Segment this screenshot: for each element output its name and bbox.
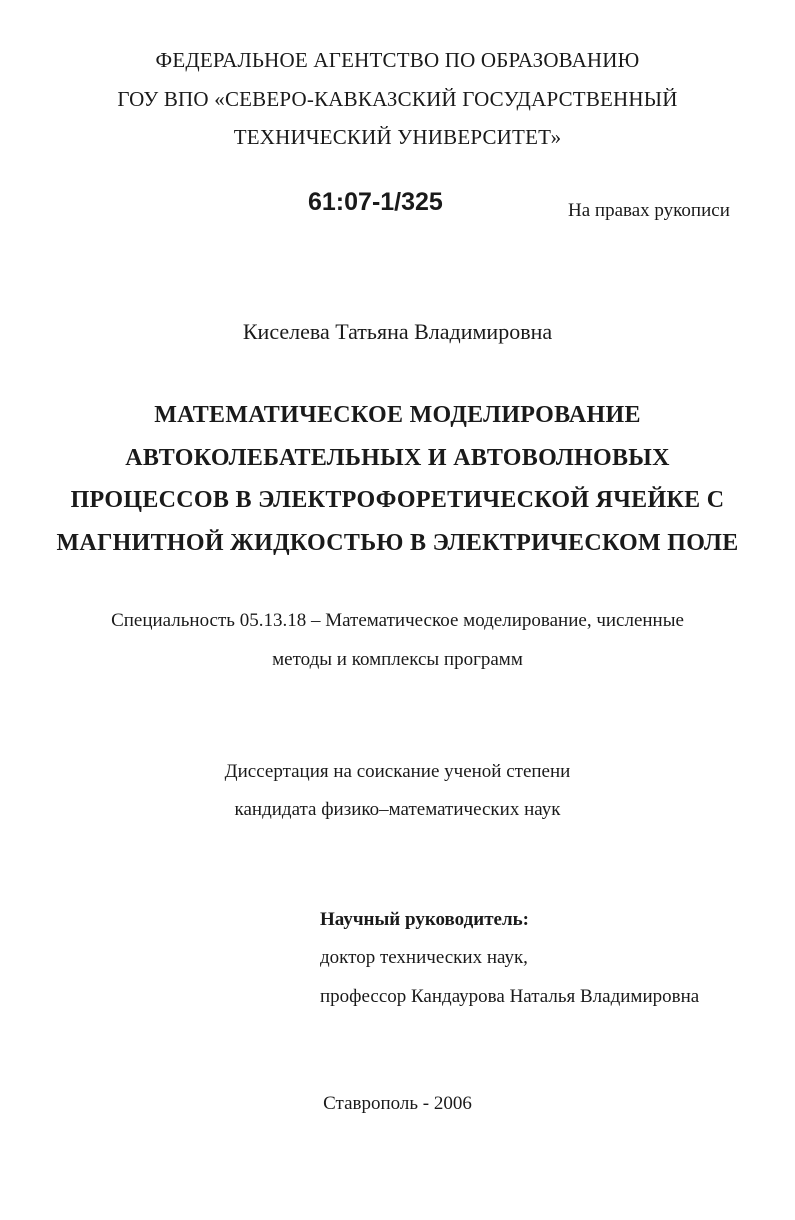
supervisor-heading: Научный руководитель: [320,909,529,930]
specialty-line-1: Специальность 05.13.18 – Математическое моделирование, численные [111,610,684,631]
dissertation-line-1: Диссертация на соискание ученой степени [224,761,571,782]
organization-line-3: ТЕХНИЧЕСКИЙ УНИВЕРСИТЕТ» [233,125,562,149]
organization-line-1: ФЕДЕРАЛЬНОЕ АГЕНТСТВО ПО ОБРАЗОВАНИЮ [155,48,640,72]
title-line-4: МАГНИТНОЙ ЖИДКОСТЬЮ В ЭЛЕКТРИЧЕСКОМ ПОЛЕ [56,530,739,556]
title-line-2: АВТОКОЛЕБАТЕЛЬНЫХ И АВТОВОЛНОВЫХ [125,445,670,471]
supervisor-name: профессор Кандаурова Наталья Владимировна [320,986,700,1007]
rights-note: На правах рукописи [568,200,730,221]
author-name: Киселева Татьяна Владимировна [242,319,553,344]
title-line-1: МАТЕМАТИЧЕСКОЕ МОДЕЛИРОВАНИЕ [154,402,641,428]
organization-line-2: ГОУ ВПО «СЕВЕРО-КАВКАЗСКИЙ ГОСУДАРСТВЕННЫЙ [117,87,678,111]
catalog-code: 61:07-1/325 [308,188,443,216]
specialty-line-2: методы и комплексы программ [272,649,523,670]
city-year: Ставрополь - 2006 [323,1093,472,1114]
supervisor-degree: доктор технических наук, [320,947,528,968]
title-line-3: ПРОЦЕССОВ В ЭЛЕКТРОФОРЕТИЧЕСКОЙ ЯЧЕЙКЕ С [70,487,725,513]
dissertation-line-2: кандидата физико–математических наук [234,799,561,820]
